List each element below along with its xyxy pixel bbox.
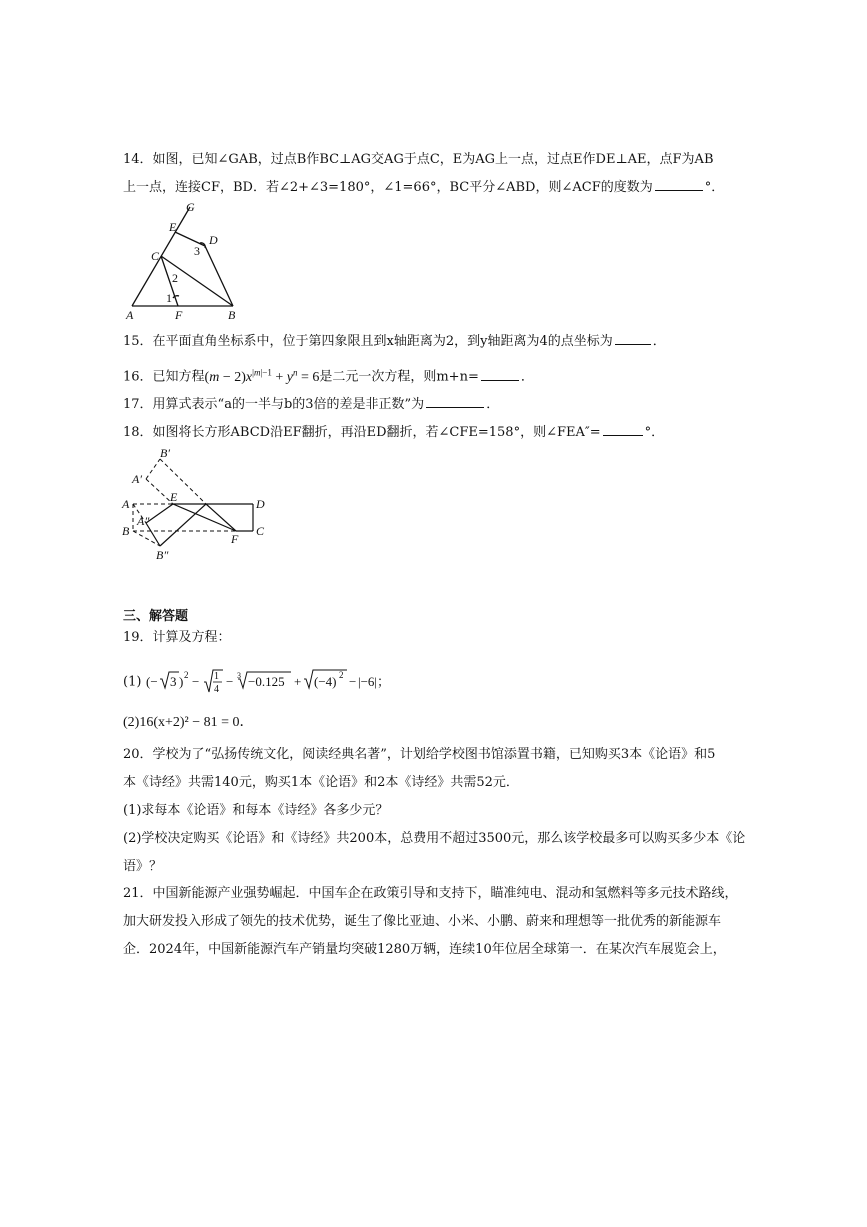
q18-line-a2e: [146, 504, 173, 523]
svg-text:2: 2: [183, 670, 189, 680]
q15-line: [123, 330, 666, 352]
q18-line-gf: [206, 504, 236, 531]
q18-answer-blank[interactable]: [603, 421, 643, 436]
q18-line-b2g: [160, 504, 206, 546]
q16-line: [123, 362, 534, 388]
svg-text:1: 1: [213, 671, 219, 682]
q21-line2: 加大研发投入形成了领先的技术优势，诞生了像比亚迪、小米、小鹏、蔚来和理想等一批优秀的新能源车: [123, 914, 722, 929]
q14-line-ed: [175, 232, 205, 246]
q18-suffix: °．: [644, 425, 665, 440]
q19-part1-prefix: (1): [123, 674, 142, 690]
q18-label-e: E: [170, 490, 178, 504]
q18-figure: [118, 443, 278, 565]
q14-label-d: D: [209, 233, 218, 247]
q18-text: 18．如图将长方形ABCD沿EF翻折，再沿ED翻折，若∠CFE=158°，则∠FEA″=: [123, 425, 601, 440]
svg-text:3: 3: [169, 674, 177, 689]
q15-suffix: ．: [652, 334, 666, 349]
q14-label-c: C: [151, 249, 160, 263]
q20-line2: 本《诗经》共需140元，购买1本《论语》和2本《诗经》共需52元．: [123, 775, 519, 790]
q18-dash-b1g: [160, 459, 206, 504]
q18-fold-ef: [173, 504, 236, 531]
q19-part1-expression: [145, 668, 390, 696]
q14-label-1: 1: [166, 291, 172, 305]
q18-label-b: B: [122, 524, 130, 538]
svg-text:2: 2: [338, 670, 344, 680]
q18-label-a1: A′: [132, 472, 142, 486]
q17-text: 17．用算式表示“a的一半与b的3倍的差是非正数”为: [123, 397, 425, 412]
q18-label-f: F: [231, 532, 239, 546]
q16-prefix: 16．已知方程: [123, 369, 205, 385]
q17-suffix: ．: [486, 397, 500, 412]
q18-label-b1: B′: [160, 446, 170, 460]
svg-text:−: −: [225, 674, 233, 689]
q19-part2: [123, 713, 254, 733]
q14-figure: [118, 198, 258, 323]
q20-line3: (1)求每本《论语》和每本《诗经》各多少元？: [123, 803, 389, 818]
q20-line1: 20．学校为了“弘扬传统文化，阅读经典名著”，计划给学校图书馆添置书籍，已知购买3本《论语》和5: [123, 747, 716, 762]
q16-answer-blank[interactable]: [481, 366, 519, 381]
q18-label-a: A: [122, 497, 130, 511]
svg-text:3: 3: [236, 671, 241, 680]
q19-part1: [123, 668, 390, 696]
q18-label-d: D: [256, 497, 265, 511]
svg-text:−0.125: −0.125: [247, 674, 285, 689]
svg-text:(−: (−: [145, 674, 158, 689]
q20-line4: (2)学校决定购买《论语》和《诗经》共200本，总费用不超过3500元，那么该学校最多可以购买多少本《论: [123, 831, 746, 846]
q16-suffix: ．: [520, 369, 534, 385]
q14-line2-text: 上一点，连接CF，BD．若∠2+∠3=180°，∠1=66°，BC平分∠ABD，则∠ACF的度数为: [123, 180, 653, 195]
q17-answer-blank[interactable]: [426, 393, 484, 408]
q14-label-f: F: [175, 308, 183, 322]
q14-answer-blank[interactable]: [655, 176, 703, 191]
q18-label-c: C: [256, 524, 265, 538]
q14-line2: [123, 176, 724, 198]
section-title: 三、解答题: [123, 609, 189, 624]
q18-label-a2: A″: [137, 514, 150, 528]
q16-equation: $(m - 2)x^{|m|-1} + y^n = 6$: [204, 367, 320, 385]
q18-dash-a1b1: [146, 459, 160, 479]
q17-line: [123, 393, 499, 415]
q14-label-b: B: [228, 308, 236, 322]
q14-arc-1: [173, 296, 179, 298]
q19-part2-expression: 16(x+2)² − 81 = 0．: [139, 715, 254, 730]
q18-dash-a1e: [146, 479, 173, 504]
svg-text:−: −: [191, 674, 199, 689]
q18-label-b2: B″: [156, 548, 169, 562]
q14-suffix: °．: [704, 180, 725, 195]
q14-label-g: G: [186, 200, 195, 214]
q14-label-2: 2: [172, 271, 178, 285]
q21-line1: 21．中国新能源产业强势崛起．中国车企在政策引导和支持下，瞄准纯电、混动和氢燃料等多元技术路线，: [123, 886, 738, 901]
svg-text:(−4): (−4): [313, 674, 337, 689]
q18-line: [123, 421, 664, 443]
q19-title: 19．计算及方程：: [123, 630, 231, 645]
q16-mid: 是二元一次方程，则m+n=: [319, 369, 479, 385]
q21-line3: 企．2024年，中国新能源汽车产销量均突破1280万辆，连续10年位居全球第一．在某次汽车展览会上，: [123, 942, 726, 957]
q20-line5: 语》？: [123, 859, 163, 874]
q14-line1: 14．如图，已知∠GAB，过点B作BC⊥AG交AG于点C，E为AG上一点，过点E作DE⊥AE，点F为AB: [123, 152, 714, 167]
q14-label-e: E: [169, 220, 177, 234]
q15-text: 15．在平面直角坐标系中，位于第四象限且到x轴距离为2，到y轴距离为4的点坐标为: [123, 334, 613, 349]
svg-text:4: 4: [213, 684, 219, 695]
q14-label-a: A: [126, 308, 134, 322]
q15-answer-blank[interactable]: [615, 330, 651, 345]
q19-part2-prefix: (2): [123, 715, 140, 730]
svg-text:|−6|；: |−6|；: [357, 674, 390, 689]
svg-text:+: +: [293, 674, 301, 689]
svg-text:): ): [178, 674, 183, 689]
svg-text:−: −: [348, 674, 356, 689]
q14-label-3: 3: [194, 244, 200, 258]
